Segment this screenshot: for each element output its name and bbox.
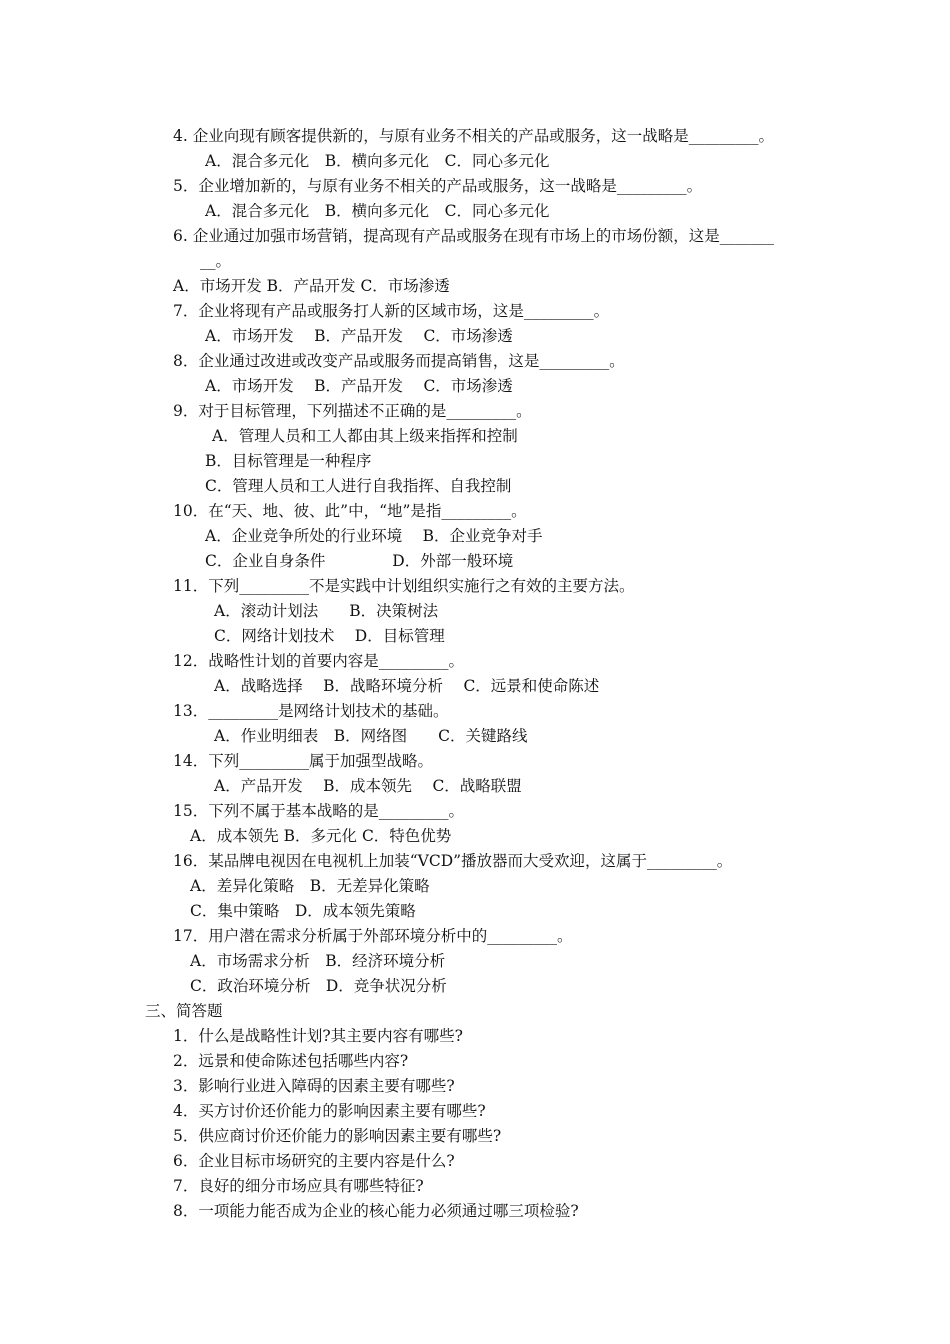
short-answer-item-5: 5．供应商讨价还价能力的影响因素主要有哪些? xyxy=(173,1127,502,1145)
short-answer-item-2: 2．远景和使命陈述包括哪些内容? xyxy=(173,1052,409,1070)
question-11-options-ab: A．滚动计划法 B．决策树法 xyxy=(214,602,439,620)
question-12-stem: 12．战略性计划的首要内容是_________。 xyxy=(173,652,464,670)
question-15-stem: 15．下列不属于基本战略的是_________。 xyxy=(173,802,464,820)
short-answer-item-7: 7．良好的细分市场应具有哪些特征? xyxy=(173,1177,424,1195)
section-3-heading: 三、简答题 xyxy=(145,1002,223,1020)
question-4-stem: 4. 企业向现有顾客提供新的，与原有业务不相关的产品或服务，这一战略是_________。 xyxy=(173,127,774,145)
question-16-options-cd: C．集中策略 D．成本领先策略 xyxy=(190,902,416,920)
question-9-option-b: B．目标管理是一种程序 xyxy=(205,452,372,470)
question-11-options-cd: C．网络计划技术 D．目标管理 xyxy=(214,627,445,645)
short-answer-item-1: 1．什么是战略性计划?其主要内容有哪些? xyxy=(173,1027,463,1045)
question-16-options-ab: A．差异化策略 B．无差异化策略 xyxy=(190,877,430,895)
question-5-options: A．混合多元化 B．横向多元化 C．同心多元化 xyxy=(205,202,550,220)
question-17-stem: 17．用户潜在需求分析属于外部环境分析中的_________。 xyxy=(173,927,573,945)
short-answer-item-6: 6．企业目标市场研究的主要内容是什么? xyxy=(173,1152,455,1170)
question-14-stem: 14．下列_________属于加强型战略。 xyxy=(173,752,433,770)
question-8-stem: 8．企业通过改进或改变产品或服务而提高销售，这是_________。 xyxy=(173,352,625,370)
question-13-stem: 13．_________是网络计划技术的基础。 xyxy=(173,702,449,720)
question-14-options: A．产品开发 B．成本领先 C．战略联盟 xyxy=(214,777,522,795)
short-answer-item-3: 3．影响行业进入障碍的因素主要有哪些? xyxy=(173,1077,455,1095)
question-10-stem: 10．在“天、地、彼、此”中，“地”是指_________。 xyxy=(173,502,527,520)
question-6-stem-continued: __。 xyxy=(200,252,232,270)
question-12-options: A．战略选择 B．战略环境分析 C．远景和使命陈述 xyxy=(214,677,600,695)
question-7-options: A．市场开发 B．产品开发 C．市场渗透 xyxy=(205,327,513,345)
question-4-options: A．混合多元化 B．横向多元化 C．同心多元化 xyxy=(205,152,550,170)
question-16-stem: 16．某品牌电视因在电视机上加装“VCD”播放器而大受欢迎，这属于_________。 xyxy=(173,852,733,870)
question-10-options-ab: A．企业竞争所处的行业环境 B．企业竞争对手 xyxy=(205,527,543,545)
question-7-stem: 7．企业将现有产品或服务打人新的区域市场，这是_________。 xyxy=(173,302,610,320)
question-13-options: A．作业明细表 B．网络图 C．关键路线 xyxy=(214,727,528,745)
short-answer-item-4: 4．买方讨价还价能力的影响因素主要有哪些? xyxy=(173,1102,486,1120)
question-6-options: A．市场开发 B．产品开发 C．市场渗透 xyxy=(173,277,450,295)
question-8-options: A．市场开发 B．产品开发 C．市场渗透 xyxy=(205,377,513,395)
question-6-stem: 6. 企业通过加强市场营销，提高现有产品或服务在现有市场上的市场份额，这是_______ xyxy=(173,227,774,245)
question-5-stem: 5．企业增加新的，与原有业务不相关的产品或服务，这一战略是_________。 xyxy=(173,177,703,195)
question-9-stem: 9．对于目标管理，下列描述不正确的是_________。 xyxy=(173,402,532,420)
question-17-options-cd: C．政治环境分析 D．竞争状况分析 xyxy=(190,977,447,995)
question-9-option-c: C．管理人员和工人进行自我指挥、自我控制 xyxy=(205,477,512,495)
question-15-options: A．成本领先 B．多元化 C．特色优势 xyxy=(190,827,452,845)
question-10-options-cd: C．企业自身条件 D．外部一般环境 xyxy=(205,552,514,570)
question-17-options-ab: A．市场需求分析 B．经济环境分析 xyxy=(190,952,446,970)
short-answer-item-8: 8．一项能力能否成为企业的核心能力必须通过哪三项检验? xyxy=(173,1202,579,1220)
question-9-option-a: A．管理人员和工人都由其上级来指挥和控制 xyxy=(212,427,518,445)
question-11-stem: 11．下列_________不是实践中计划组织实施行之有效的主要方法。 xyxy=(173,577,635,595)
